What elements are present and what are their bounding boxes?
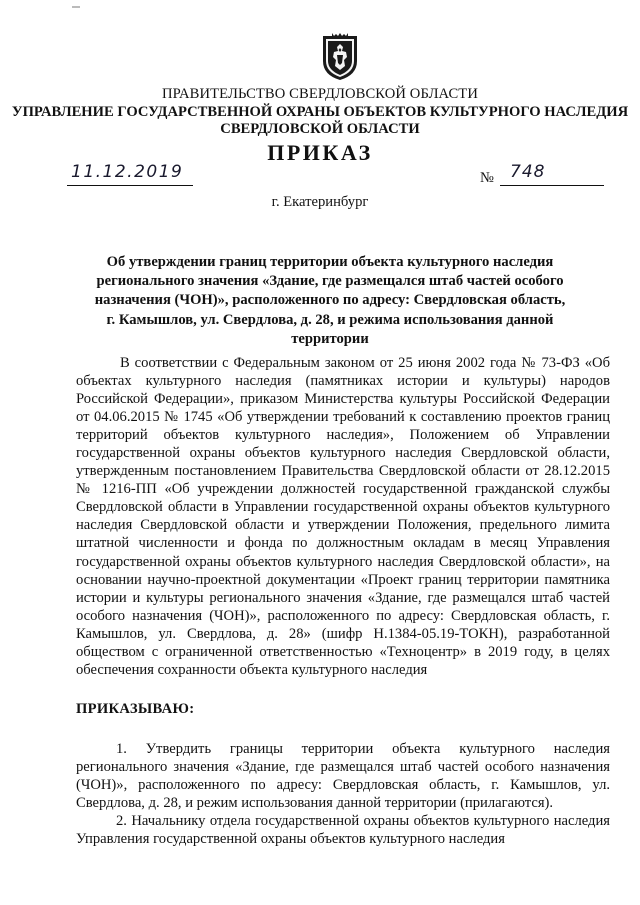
department-line-1: УПРАВЛЕНИЕ ГОСУДАРСТВЕННОЙ ОХРАНЫ ОБЪЕКТОВ КУЛЬТУРНОГО НАСЛЕДИЯ bbox=[11, 104, 629, 120]
order-item-1: 1. Утвердить границы территории объекта культурного наследия регионального значения «Здание, где размещался штаб частей особого назначения (ЧОН)», расположенного по адресу: Свердловская область, г. Камышлов, ул. Свердлова, д. 28, и режим использования данной территории (прилагаются). bbox=[76, 741, 610, 812]
order-item-2: 2. Начальнику отдела государственной охраны объектов культурного наследия Управления государственной охраны объектов культурного наследия bbox=[76, 813, 610, 848]
department-line-2: СВЕРДЛОВСКОЙ ОБЛАСТИ bbox=[220, 121, 420, 137]
document-type-title: ПРИКАЗ bbox=[267, 140, 373, 165]
preamble-paragraph: В соответствии с Федеральным законом от 25 июня 2002 года № 73-ФЗ «Об объектах культурного наследия (памятниках истории и культуры) народов Российской Федерации», приказом Министерства культуры Российской Федерации от 04.06.2015 № 1745 «Об утверждении требований к составлению проектов границ территорий объектов культурного наследия», Положением об Управлении государственной охраны объектов культурного наследия Свердловской области, утвержденным постановлением Правительства Свердловской области от 28.12.2015 № 1216-ПП «Об учреждении должностей государственной гражданской службы Свердловской области в Управлении государственной охраны объектов культурного наследия Свердловской области и утверждении Положения, предельного лимита штатной численности и фонда по должностным окладам в месяц Управления государственной охраны объектов культурного наследия Свердловской области», на основании научно-проектной документации «Проект границ территории памятника истории и культуры регионального значения «Здание, где размещался штаб частей особого назначения (ЧОН)», расположенного по адресу: Свердловская область, г. Камышлов, ул. Свердлова, д. 28» (шифр Н.1384-05.19-ТОКН), разработанной обществом с ограниченной ответственностью «Техноцентр» в 2019 году, в целях обеспечения сохранности объекта культурного наследия bbox=[76, 355, 610, 678]
orders-heading: ПРИКАЗЫВАЮ: bbox=[76, 701, 195, 717]
scan-artifact bbox=[72, 6, 80, 8]
handwritten-date: 11.12.2019 bbox=[71, 162, 184, 182]
government-name: ПРАВИТЕЛЬСТВО СВЕРДЛОВСКОЙ ОБЛАСТИ bbox=[162, 86, 478, 102]
handwritten-number: 748 bbox=[510, 162, 546, 182]
number-line bbox=[500, 163, 604, 186]
sverdlovsk-coat-of-arms-icon bbox=[319, 33, 361, 81]
number-label: № bbox=[480, 170, 494, 186]
department-name bbox=[0, 104, 640, 138]
city-name: г. Екатеринбург bbox=[271, 194, 369, 210]
order-subject: Об утверждении границ территории объекта культурного наследия регионального значения «Здание, где размещался штаб частей особого назначения (ЧОН)», расположенного по адресу: Свердловская область, г. Камышлов, ул. Свердлова, д. 28, и режима использования данной территории bbox=[94, 254, 566, 347]
date-line bbox=[67, 163, 193, 186]
